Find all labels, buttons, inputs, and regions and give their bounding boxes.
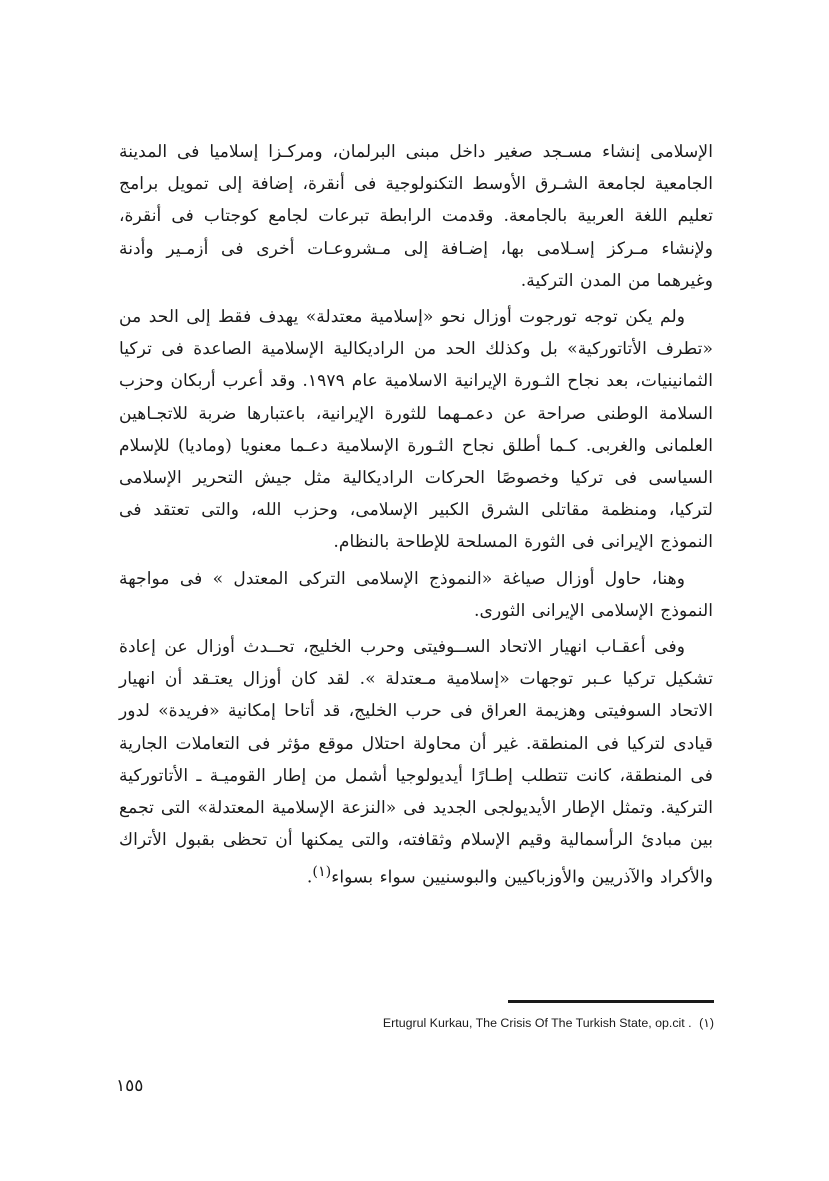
paragraph-2-text: ولم يكن توجه تورجوت أوزال نحو «إسلامية معتدلة» يهدف فقط إلى الحد من «تطرف الأتاتوركية» بل وكذلك الحد من الراديكالية الإسلامية الصاعدة فى تركيا الثمانينيات، بعد نجاح الثـورة الإيرانية الاسلامية عام ١٩٧٩. وقد أعرب أربكان وحزب السلامة الوطنى صراحة عن دعمـهما للثورة الإيرانية، باعتبارها ضربة للاتجـاهين العلمانى والغربى. كـما أطلق نجاح الثـورة الإسلامية دعـما معنويا (وماديا) للإسلام السياسى فى تركيا وخصوصًا الحركات الراديكالية مثل جيش التحرير الإسلامى لتركيا، ومنظمة مقاتلى الشرق الكبير الإسلامى، وحزب الله، والتى تعتقد فى النموذج الإيرانى فى الثورة المسلحة للإطاحة بالنظام. [119, 307, 713, 553]
paragraph-4-end: . [306, 868, 313, 889]
paragraph-3 [119, 563, 713, 627]
paragraph-4 [119, 631, 713, 894]
footnote-separator [508, 1000, 714, 1003]
footnote-reference: (١) [312, 864, 332, 881]
paragraph-3-text: وهنا، حاول أوزال صياغة «النموذج الإسلامى التركى المعتدل » فى مواجهة النموذج الإسلامى الإيرانى الثورى. [119, 568, 713, 621]
paragraph-4-text: وفى أعقـاب انهيار الاتحاد الســوفيتى وحرب الخليج، تحــدث أوزال عن إعادة تشكيل تركيا عـبر توجهات «إسلامية مـعتدلة ». لقد كان أوزال يعتـقد أن انهيار الاتحاد السوفيتى وهزيمة العراق فى حرب الخليج، قد أتاحا إمكانية «فريدة» لدور قيادى لتركيا فى المنطقة. غير أن محاولة احتلال موقع مؤثر فى التعاملات الجارية فى المنطقة، كانت تتطلب إطـارًا أيديولوجيا أشمل من إطار القوميـة ـ الأتاتوركية التركية. وتمثل الإطار الأيديولجى الجديد فى «النزعة الإسلامية المعتدلة» التى تجمع بين مبادئ الرأسمالية وقيم الإسلام وثقافته، والتى يمكنها أن تحظى بقبول الأتراك والأكراد والآذريين والأوزباكيين والبوسنيين سواء بسواء [119, 637, 713, 889]
page-number: ١٥٥ [116, 1076, 144, 1096]
footnote [312, 1014, 714, 1032]
footnote-text: Ertugrul Kurkau, The Crisis Of The Turkish State, op.cit . [382, 1016, 692, 1030]
paragraph-1-text: الإسلامى إنشاء مسـجد صغير داخل مبنى البرلمان، ومركـزا إسلاميا فى المدينة الجامعية لجامعة الشـرق الأوسط التكنولوجية فى أنقرة، إضافة إلى تمويل برامج تعليم اللغة العربية بالجامعة. وقدمت الرابطة تبرعات لجامع كوجتاب فى أنقرة، ولإنشاء مـركز إسـلامى بها، إضـافة إلى مـشروعـات أخرى فى أزمـير وأدنة وغيرهما من المدن التركية. [119, 142, 713, 291]
paragraph-1 [119, 136, 713, 297]
paragraph-2 [119, 301, 713, 559]
footnote-marker: (١) [699, 1016, 714, 1030]
body-text [119, 136, 713, 894]
